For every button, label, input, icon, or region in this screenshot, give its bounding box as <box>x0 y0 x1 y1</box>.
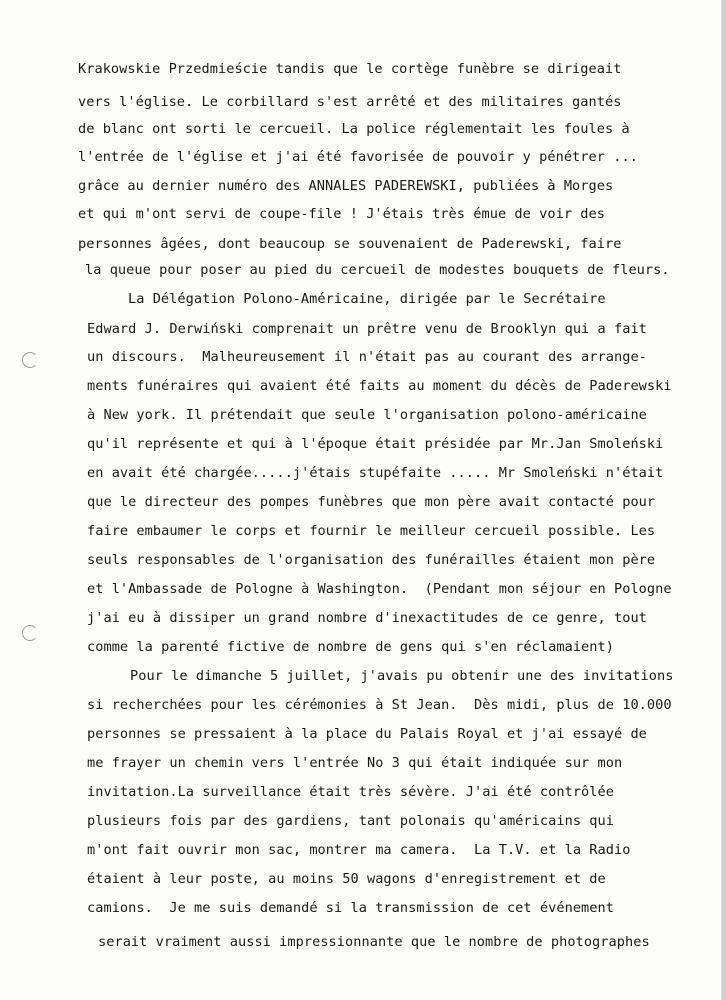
text-line: un discours. Malheureusement il n'était pas au courant des arrange- <box>87 349 647 365</box>
text-line: camions. Je me suis demandé si la transmission de cet événement <box>87 900 614 916</box>
text-line: personnes âgées, dont beaucoup se souvenaient de Paderewski, faire <box>78 236 622 252</box>
text-line: de blanc ont sorti le cercueil. La police réglementait les foules à <box>78 121 630 137</box>
text-line: seuls responsables de l'organisation des funérailles étaient mon père <box>87 552 656 568</box>
text-line: plusieurs fois par des gardiens, tant polonais qu'américains qui <box>87 813 614 829</box>
text-line: Edward J. Derwiński comprenait un prêtre venu de Brooklyn qui a fait <box>87 321 647 337</box>
text-line: personnes se pressaient à la place du Palais Royal et j'ai essayé de <box>87 726 647 742</box>
text-line: en avait été chargée.....j'étais stupéfaite ..... Mr Smoleński n'était <box>87 465 664 481</box>
text-line: m'ont fait ouvrir mon sac, montrer ma camera. La T.V. et la Radio <box>87 842 631 858</box>
text-line: à New york. Il prétendait que seule l'organisation polono-américaine <box>87 407 647 423</box>
text-line: vers l'église. Le corbillard s'est arrêté et des militaires gantés <box>78 94 622 110</box>
text-line: comme la parenté fictive de nombre de gens qui s'en réclamaient) <box>87 639 614 655</box>
text-line: invitation.La surveillance était très sévère. J'ai été contrôlée <box>87 784 614 800</box>
text-line: faire embaumer le corps et fournir le meilleur cercueil possible. Les <box>87 523 656 539</box>
text-line: j'ai eu à dissiper un grand nombre d'inexactitudes de ce genre, tout <box>87 610 647 626</box>
text-line: et qui m'ont servi de coupe-file ! J'étais très émue de voir des <box>78 206 605 222</box>
text-line: que le directeur des pompes funèbres que mon père avait contacté pour <box>87 494 656 510</box>
page-edge <box>722 0 726 1000</box>
text-line: et l'Ambassade de Pologne à Washington. (Pendant mon séjour en Pologne <box>87 581 672 597</box>
text-line: l'entrée de l'église et j'ai été favorisée de pouvoir y pénétrer ... <box>78 149 638 165</box>
text-line: me frayer un chemin vers l'entrée No 3 qui était indiquée sur mon <box>87 755 623 771</box>
text-line: qu'il représente et qui à l'époque était présidée par Mr.Jan Smoleński <box>87 436 664 452</box>
text-line: la queue pour poser au pied du cercueil de modestes bouquets de fleurs. <box>85 262 670 278</box>
text-line: Pour le dimanche 5 juillet, j'avais pu obtenir une des invitations <box>130 668 674 684</box>
text-line: grâce au dernier numéro des ANNALES PADEREWSKI, publiées à Morges <box>78 178 614 194</box>
text-line: La Délégation Polono-Américaine, dirigée par le Secrétaire <box>128 291 606 307</box>
text-line: Krakowskie Przedmieście tandis que le cortège funèbre se dirigeait <box>78 61 622 77</box>
text-line: si recherchées pour les cérémonies à St Jean. Dès midi, plus de 10.000 <box>87 697 672 713</box>
text-line: serait vraiment aussi impressionnante que le nombre de photographes <box>98 934 650 950</box>
text-line: ments funéraires qui avaient été faits au moment du décès de Paderewski <box>87 378 672 394</box>
text-line: étaient à leur poste, au moins 50 wagons d'enregistrement et de <box>87 871 606 887</box>
